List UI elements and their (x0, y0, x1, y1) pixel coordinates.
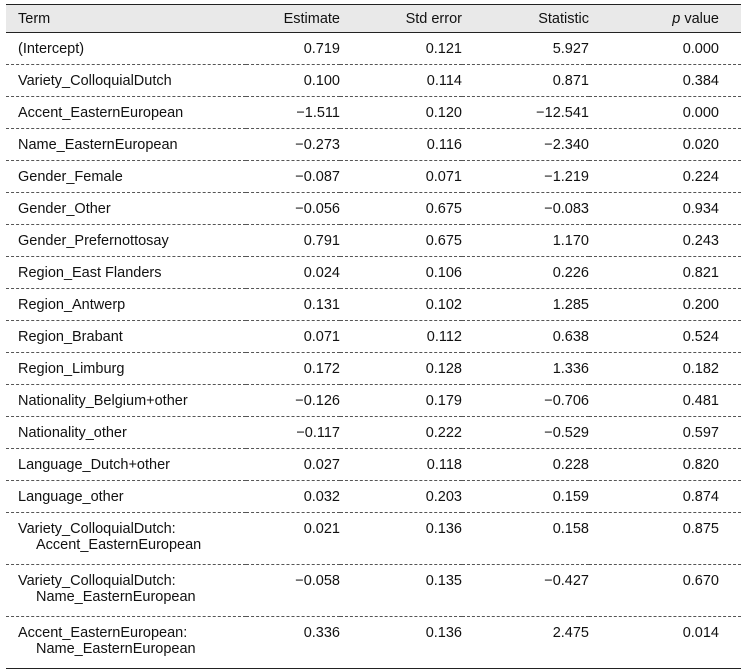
cell-estimate: 0.032 (303, 489, 340, 505)
cell-term (6, 565, 246, 617)
cell-statistic: 0.228 (552, 457, 589, 473)
cell-estimate: 0.024 (303, 265, 340, 281)
cell-p-value: 0.200 (682, 297, 719, 313)
cell-std-error: 0.071 (425, 169, 462, 185)
cell-term (6, 385, 246, 417)
cell-p-value: 0.934 (682, 201, 719, 217)
term-label-continued: Name_EasternEuropean (36, 641, 196, 657)
cell-term (6, 417, 246, 449)
header-p-value (589, 5, 741, 33)
term-label-continued: Name_EasternEuropean (36, 589, 196, 605)
table-row (6, 129, 741, 161)
cell-term (6, 129, 246, 161)
cell-std-error: 0.118 (426, 457, 462, 473)
table-row (6, 257, 741, 289)
cell-statistic: 0.158 (552, 521, 589, 537)
cell-term (6, 513, 246, 565)
cell-term (6, 321, 246, 353)
term-label: Gender_Other (18, 201, 111, 217)
cell-estimate: −0.058 (295, 573, 340, 589)
table-row (6, 321, 741, 353)
cell-std-error: 0.675 (425, 201, 462, 217)
cell-term (6, 33, 246, 65)
cell-std-error: 0.179 (425, 393, 462, 409)
cell-term (6, 617, 246, 669)
cell-p-value: 0.020 (682, 137, 719, 153)
cell-std-error: 0.136 (425, 625, 462, 641)
cell-statistic: 0.226 (552, 265, 589, 281)
table-row (6, 449, 741, 481)
cell-p-value: 0.182 (682, 361, 719, 377)
cell-estimate: 0.719 (303, 41, 340, 57)
cell-p-value: 0.243 (682, 233, 719, 249)
term-label: Language_other (18, 489, 124, 505)
cell-estimate: −0.087 (295, 169, 340, 185)
cell-std-error: 0.222 (425, 425, 462, 441)
cell-statistic: 0.159 (552, 489, 589, 505)
cell-estimate: −0.117 (296, 425, 340, 441)
cell-estimate: 0.071 (303, 329, 340, 345)
regression-table-container (6, 4, 719, 669)
cell-term (6, 353, 246, 385)
table-row (6, 225, 741, 257)
cell-estimate: 0.172 (303, 361, 340, 377)
term-label: Accent_EasternEuropean (18, 105, 184, 121)
term-label: Language_Dutch+other (18, 457, 170, 473)
table-row (6, 193, 741, 225)
cell-std-error: 0.121 (425, 41, 462, 57)
cell-std-error: 0.112 (426, 329, 462, 345)
term-label: Variety_ColloquialDutch (18, 73, 172, 89)
term-label-continued: Accent_EasternEuropean (36, 537, 202, 553)
cell-std-error: 0.106 (425, 265, 462, 281)
term-label: Variety_ColloquialDutch: (18, 521, 176, 537)
cell-p-value: 0.000 (682, 105, 719, 121)
cell-statistic: 0.638 (552, 329, 589, 345)
cell-p-value: 0.000 (682, 41, 719, 57)
cell-p-value: 0.524 (682, 329, 719, 345)
cell-estimate: 0.021 (303, 521, 340, 537)
cell-std-error: 0.135 (425, 573, 462, 589)
table-row (6, 97, 741, 129)
table-header (6, 5, 741, 33)
table-row (6, 417, 741, 449)
term-label: Nationality_other (18, 425, 127, 441)
table-row (6, 617, 741, 669)
cell-term (6, 161, 246, 193)
term-label: Region_Limburg (18, 361, 125, 377)
term-label: Name_EasternEuropean (18, 137, 178, 153)
cell-std-error: 0.102 (425, 297, 462, 313)
cell-statistic: 1.336 (552, 361, 589, 377)
term-label: Gender_Female (18, 169, 123, 185)
cell-estimate: −0.126 (295, 393, 340, 409)
term-label: Nationality_Belgium+other (18, 393, 188, 409)
header-p-rest: value (680, 10, 719, 27)
header-std-error: Std error (340, 5, 462, 33)
cell-statistic: −0.529 (544, 425, 589, 441)
cell-estimate: 0.100 (303, 73, 340, 89)
term-label: Region_East Flanders (18, 265, 162, 281)
cell-std-error: 0.136 (425, 521, 462, 537)
header-estimate: Estimate (246, 5, 340, 33)
table-row (6, 513, 741, 565)
cell-statistic: −0.083 (544, 201, 589, 217)
cell-term (6, 65, 246, 97)
table-row (6, 353, 741, 385)
term-label: Region_Antwerp (18, 297, 126, 313)
cell-term (6, 97, 246, 129)
table-row (6, 565, 741, 617)
cell-statistic: −1.219 (544, 169, 589, 185)
term-label: Gender_Prefernottosay (18, 233, 169, 249)
table-row (6, 33, 741, 65)
term-label: Variety_ColloquialDutch: (18, 573, 176, 589)
cell-std-error: 0.203 (425, 489, 462, 505)
table-body (6, 33, 741, 669)
cell-statistic: 1.285 (552, 297, 589, 313)
cell-estimate: −0.056 (295, 201, 340, 217)
regression-table (6, 4, 741, 669)
header-row (6, 5, 741, 33)
cell-p-value: 0.820 (682, 457, 719, 473)
cell-estimate: 0.791 (303, 233, 340, 249)
table-row (6, 289, 741, 321)
cell-estimate: −1.511 (296, 105, 340, 121)
cell-statistic: −2.340 (544, 137, 589, 153)
cell-term (6, 193, 246, 225)
cell-estimate: 0.131 (303, 297, 340, 313)
cell-p-value: 0.481 (682, 393, 719, 409)
header-p-symbol: p (672, 10, 681, 27)
cell-statistic: −0.706 (544, 393, 589, 409)
cell-estimate: 0.027 (303, 457, 340, 473)
cell-term (6, 289, 246, 321)
term-label: Accent_EasternEuropean: (18, 625, 188, 641)
cell-statistic: 0.871 (552, 73, 589, 89)
cell-p-value: 0.874 (682, 489, 719, 505)
cell-statistic: −0.427 (544, 573, 589, 589)
term-label: (Intercept) (18, 41, 85, 57)
header-term: Term (6, 5, 246, 33)
cell-estimate: −0.273 (295, 137, 340, 153)
table-row (6, 385, 741, 417)
header-statistic: Statistic (462, 5, 589, 33)
cell-estimate: 0.336 (303, 625, 340, 641)
cell-std-error: 0.675 (425, 233, 462, 249)
cell-p-value: 0.224 (682, 169, 719, 185)
cell-term (6, 449, 246, 481)
table-row (6, 481, 741, 513)
cell-p-value: 0.875 (682, 521, 719, 537)
cell-std-error: 0.128 (425, 361, 462, 377)
table-row (6, 161, 741, 193)
cell-p-value: 0.384 (682, 73, 719, 89)
cell-term (6, 225, 246, 257)
cell-std-error: 0.116 (426, 137, 462, 153)
cell-term (6, 481, 246, 513)
cell-statistic: 2.475 (552, 625, 589, 641)
cell-p-value: 0.597 (682, 425, 719, 441)
table-row (6, 65, 741, 97)
cell-std-error: 0.120 (425, 105, 462, 121)
cell-term (6, 257, 246, 289)
cell-statistic: 5.927 (552, 41, 589, 57)
cell-p-value: 0.670 (682, 573, 719, 589)
term-label: Region_Brabant (18, 329, 123, 345)
cell-std-error: 0.114 (426, 73, 462, 89)
cell-p-value: 0.014 (682, 625, 719, 641)
cell-p-value: 0.821 (682, 265, 719, 281)
cell-statistic: −12.541 (536, 105, 589, 121)
cell-statistic: 1.170 (552, 233, 589, 249)
